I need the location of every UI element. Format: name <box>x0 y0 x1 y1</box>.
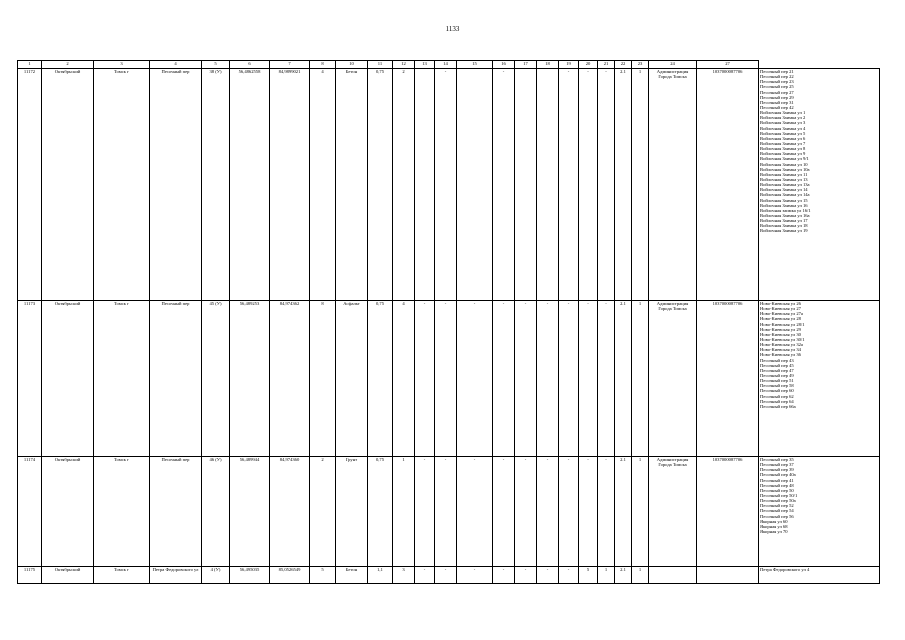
table-cell: 0,75 <box>368 69 393 301</box>
table-cell: Томск г <box>94 457 150 567</box>
table-cell: - <box>537 457 559 567</box>
table-cell: 11173 <box>18 301 42 457</box>
registry-table <box>17 60 880 584</box>
table-cell: - <box>435 457 457 567</box>
table-cell: Петра Федоровского ул <box>150 567 202 584</box>
column-header: 1 <box>18 61 42 69</box>
address-item: Песочный пер 21 <box>760 69 794 74</box>
address-item: Якорная ул 60 <box>760 518 788 524</box>
column-header: 3 <box>94 61 150 69</box>
address-item: Песочный пер 35 <box>760 457 794 462</box>
table-cell: - <box>579 301 598 457</box>
table-cell: - <box>579 69 598 301</box>
table-cell: - <box>457 567 493 584</box>
table-cell: - <box>435 301 457 457</box>
table-cell: - <box>598 457 615 567</box>
table-body <box>18 69 880 584</box>
table-cell: 2.1 <box>615 457 632 567</box>
column-header: 4 <box>150 61 202 69</box>
address-item: Песочный пер 29 <box>760 94 794 100</box>
table-cell: 11172 <box>18 69 42 301</box>
table-row <box>18 69 880 301</box>
address-item: Песочный пер 50а <box>760 498 796 504</box>
address-item: Ново-Киевская ул 26 <box>760 301 801 306</box>
table-cell: 0,75 <box>368 301 393 457</box>
address-item: Войлочная Заимка ул 3 <box>760 120 806 126</box>
address-list-cell <box>759 457 880 567</box>
table-cell <box>515 69 537 301</box>
address-item: Войлочная Заимка ул 14а <box>760 192 810 198</box>
column-header: 7 <box>270 61 310 69</box>
address-item: Песочный пер 64 <box>760 398 794 404</box>
table-cell: 1037000087706 <box>697 301 759 457</box>
address-item: Ново-Киевская ул 32а <box>760 342 803 348</box>
address-item: Песочный пер 27 <box>760 89 794 95</box>
table-cell: - <box>537 567 559 584</box>
table-cell: Администрация Города Томска <box>649 301 697 457</box>
address-item: Ново-Киевская ул 28 <box>760 316 801 322</box>
table-cell: 1 <box>632 457 649 567</box>
table-cell: Бетон <box>336 567 368 584</box>
address-item: Ново-Киевская ул 30/1 <box>760 336 805 342</box>
table-cell: Томск г <box>94 567 150 584</box>
table-cell: Октябрьский <box>42 69 94 301</box>
table-cell: Октябрьский <box>42 457 94 567</box>
address-item: Якорная ул 68 <box>760 523 788 529</box>
address-item: Войлочная Заимка ул 13 <box>760 176 808 182</box>
table-cell: 45 (У) <box>202 301 230 457</box>
table-cell: 56,495035 <box>230 567 270 584</box>
address-list-cell <box>759 301 880 457</box>
column-header: 23 <box>632 61 649 69</box>
table-cell <box>457 69 493 301</box>
address-item: Войлочная Заимка ул 11 <box>760 171 808 177</box>
address-item: Войлочная Заимка ул 13а <box>760 182 810 188</box>
column-header: 10 <box>336 61 368 69</box>
table-cell: - <box>493 457 515 567</box>
address-item: Песочный пер 58 <box>760 383 794 389</box>
table-cell <box>415 69 435 301</box>
table-cell: - <box>515 457 537 567</box>
table-cell: 46 (У) <box>202 457 230 567</box>
address-item: Песочный пер 56 <box>760 513 794 519</box>
address-item: Войлочная Заимка ул 17 <box>760 218 808 224</box>
column-header: 21 <box>598 61 615 69</box>
table-cell: - <box>493 301 515 457</box>
table-cell: Бетон <box>336 69 368 301</box>
column-header: 18 <box>537 61 559 69</box>
address-item: Войлочная Заимка ул 15 <box>760 197 808 203</box>
address-item: Песочный пер 49 <box>760 372 794 378</box>
address-item: Ново-Киевская ул 34 <box>760 347 801 353</box>
table-cell: - <box>598 69 615 301</box>
address-item: Ново-Киевская ул 28/1 <box>760 321 805 327</box>
table-cell: Грунт <box>336 457 368 567</box>
table-row <box>18 567 880 584</box>
table-cell: 84,974360 <box>270 457 310 567</box>
table-cell <box>537 69 559 301</box>
table-cell: 8 <box>310 301 336 457</box>
page-number: 1133 <box>445 25 460 33</box>
address-item: Песочный пер 52 <box>760 503 794 509</box>
table-cell: - <box>415 457 435 567</box>
address-item: Войлочная Заимка ул 16 <box>760 202 808 208</box>
table-cell: - <box>559 69 579 301</box>
table-cell: 1037000087706 <box>697 457 759 567</box>
address-item: Ново-Киевская ул 27 <box>760 306 801 312</box>
table-cell: 1 <box>632 69 649 301</box>
table-cell: Томск г <box>94 301 150 457</box>
table-cell: - <box>457 457 493 567</box>
table-cell: 1 <box>632 567 649 584</box>
address-item: Петра Федоровского ул 4 <box>760 567 810 572</box>
address-item: Песочный пер 60 <box>760 388 794 394</box>
table-cell: - <box>515 567 537 584</box>
table-cell: - <box>415 567 435 584</box>
table-cell: 2.1 <box>615 69 632 301</box>
table-cell: 56,489944 <box>230 457 270 567</box>
address-item: Песочный пер 48 <box>760 482 794 488</box>
address-item: Войлочная Заимка ул 10 <box>760 161 808 167</box>
address-item: Песочный пер 40а <box>760 472 796 478</box>
table-cell: 11175 <box>18 567 42 584</box>
address-item: Песочный пер 39 <box>760 467 794 473</box>
table-cell: Асфальт <box>336 301 368 457</box>
address-item: Войлочная Заимка ул 14 <box>760 187 808 193</box>
table-cell: 84,974362 <box>270 301 310 457</box>
address-item: Якорная ул 70 <box>760 528 788 534</box>
table-cell: 0,75 <box>368 457 393 567</box>
column-header: 20 <box>579 61 598 69</box>
table-cell: Октябрьский <box>42 567 94 584</box>
table-cell: Томск г <box>94 69 150 301</box>
column-header: 5 <box>202 61 230 69</box>
column-header: 13 <box>415 61 435 69</box>
table-cell: - <box>598 301 615 457</box>
table-cell: 3 <box>393 567 415 584</box>
table-cell: 5 <box>579 567 598 584</box>
address-item: Войлочная Заимка ул 5 <box>760 130 806 136</box>
address-item: Песочный пер 50 <box>760 487 794 493</box>
address-item: Ново-Киевская ул 30 <box>760 331 801 337</box>
table-cell: 85,0526549 <box>270 567 310 584</box>
table-cell <box>649 567 697 584</box>
table-row <box>18 301 880 457</box>
column-header: 27 <box>697 61 759 69</box>
table-cell: - <box>559 567 579 584</box>
address-list-cell <box>759 69 880 301</box>
address-item: Песочный пер 37 <box>760 462 794 468</box>
table-cell: - <box>415 301 435 457</box>
table-cell: 84,9899021 <box>270 69 310 301</box>
column-header: 8 <box>310 61 336 69</box>
address-item: Песочный пер 54 <box>760 508 794 514</box>
table-cell: 2.1 <box>615 301 632 457</box>
column-header: 16 <box>493 61 515 69</box>
table-cell: 1037000087706 <box>697 69 759 301</box>
table-cell: 56,4862558 <box>230 69 270 301</box>
table-cell: 4 <box>310 69 336 301</box>
table-cell: 1 <box>393 457 415 567</box>
column-header: 22 <box>615 61 632 69</box>
table-cell: - <box>493 69 515 301</box>
address-item: Войлочная заимка ул 16/1 <box>760 207 811 213</box>
table-cell: Администрация Города Томска <box>649 457 697 567</box>
column-header: 24 <box>649 61 697 69</box>
table-cell: Песочный пер <box>150 457 202 567</box>
table-cell: 2 <box>310 457 336 567</box>
table-row <box>18 457 880 567</box>
address-item: Войлочная Заимка ул 1 <box>760 110 806 116</box>
address-item: Песочный пер 62 <box>760 393 794 399</box>
address-item: Ново-Киевская ул 36 <box>760 352 801 358</box>
address-item: Войлочная Заимка ул 8 <box>760 146 806 152</box>
address-item: Песочный пер 22 <box>760 74 794 80</box>
address-item: Песочный пер 66а <box>760 403 796 409</box>
table-cell: 4 (У) <box>202 567 230 584</box>
column-header: 6 <box>230 61 270 69</box>
table-cell: 1,1 <box>368 567 393 584</box>
address-item: Войлочная Заимка ул 6 <box>760 135 806 141</box>
table-cell: - <box>559 301 579 457</box>
address-item: Войлочная Заимка ул 4 <box>760 125 806 131</box>
address-item: Песочный пер 25 <box>760 84 794 90</box>
table-cell: - <box>537 301 559 457</box>
address-item: Песочный пер 51 <box>760 378 794 384</box>
table-cell: 38 (У) <box>202 69 230 301</box>
table-cell: 56,489253 <box>230 301 270 457</box>
address-item: Войлочная Заимка ул 10а <box>760 166 810 172</box>
table-cell: 5 <box>310 567 336 584</box>
table-cell: 2 <box>393 69 415 301</box>
address-item: Войлочная Заимка ул 19 <box>760 228 808 234</box>
table-cell: - <box>493 567 515 584</box>
address-item: Войлочная Заимка ул 9 <box>760 151 806 157</box>
address-list-cell <box>759 567 880 584</box>
table-cell: Песочный пер <box>150 69 202 301</box>
table-cell: 11174 <box>18 457 42 567</box>
address-item: Песочный пер 31 <box>760 99 794 105</box>
table-cell: 4 <box>393 301 415 457</box>
table-cell: - <box>435 567 457 584</box>
address-item: Песочный пер 47 <box>760 367 794 373</box>
address-item: Песочный пер 50/1 <box>760 492 798 498</box>
address-item: Войлочная Заимка ул 2 <box>760 115 806 121</box>
address-item: Войлочная Заимка ул 16а <box>760 212 810 218</box>
table-cell: 1 <box>598 567 615 584</box>
column-header: 14 <box>435 61 457 69</box>
address-item: Войлочная Заимка ул 18 <box>760 223 808 229</box>
table-cell: - <box>435 69 457 301</box>
table-cell: - <box>579 457 598 567</box>
address-item: Песочный пер 43 <box>760 357 794 363</box>
column-header: 19 <box>559 61 579 69</box>
column-header: 12 <box>393 61 415 69</box>
address-item: Песочный пер 42 <box>760 104 794 110</box>
address-item: Песочный пер 41 <box>760 477 794 483</box>
table-cell: - <box>457 301 493 457</box>
address-item: Войлочная Заимка ул 7 <box>760 140 806 146</box>
column-header: 11 <box>368 61 393 69</box>
column-header: 2 <box>42 61 94 69</box>
table-cell: Администрация Города Томска <box>649 69 697 301</box>
table-cell: 2.1 <box>615 567 632 584</box>
header-row <box>18 61 880 69</box>
table-cell: Песочный пер <box>150 301 202 457</box>
table-cell: - <box>515 301 537 457</box>
address-item: Песочный пер 23 <box>760 79 794 85</box>
column-header: 17 <box>515 61 537 69</box>
table-cell: - <box>559 457 579 567</box>
address-item: Войлочная Заимка ул 9/1 <box>760 156 809 162</box>
table-cell <box>697 567 759 584</box>
address-item: Песочный пер 45 <box>760 362 794 368</box>
table-cell: 1 <box>632 301 649 457</box>
table-cell: Октябрьский <box>42 301 94 457</box>
address-item: Ново-Киевская ул 29 <box>760 326 801 332</box>
column-header: 15 <box>457 61 493 69</box>
address-item: Ново-Киевская ул 27а <box>760 311 803 317</box>
